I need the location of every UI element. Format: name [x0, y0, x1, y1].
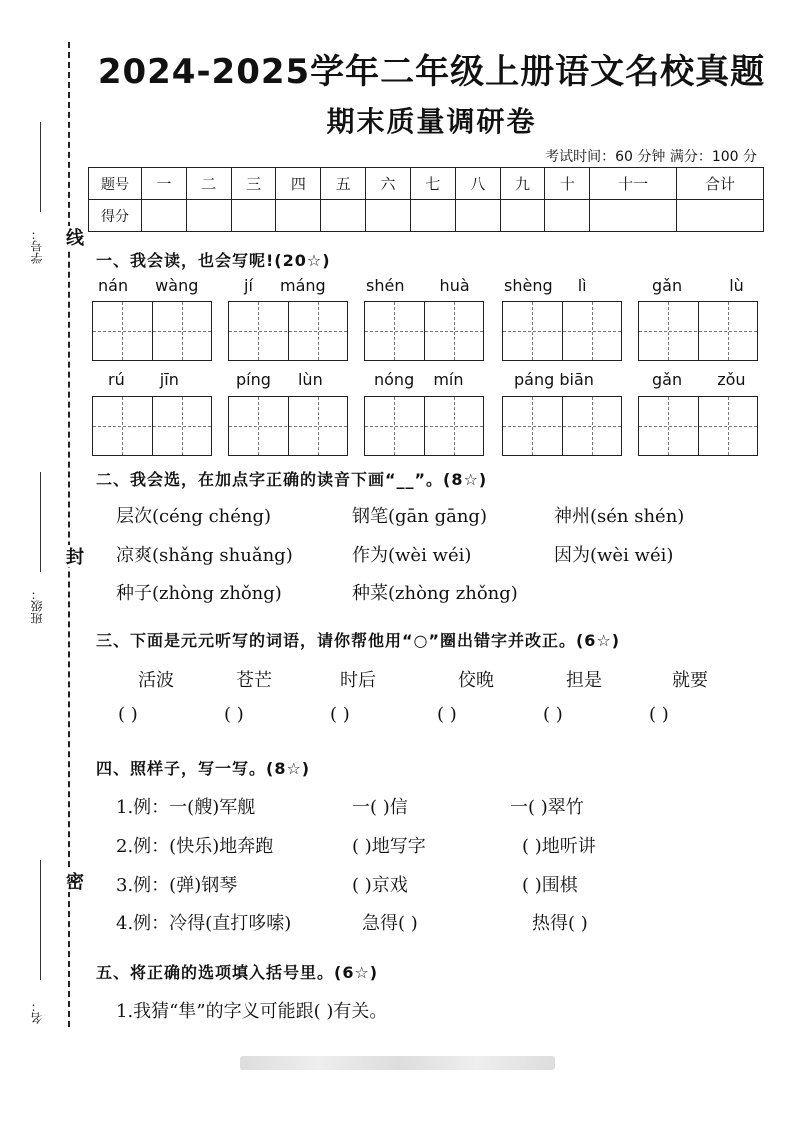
- col-6: 六: [366, 168, 411, 200]
- score-cell[interactable]: [677, 200, 764, 232]
- col-4: 四: [276, 168, 321, 200]
- col-11: 十一: [590, 168, 677, 200]
- question-number-head: 题号: [89, 168, 142, 200]
- student-number-label: 学号：: [30, 228, 44, 264]
- seal-char-mi: 密: [60, 870, 86, 892]
- choice-item[interactable]: 凉爽(shǎng shuǎng): [116, 545, 293, 566]
- name-label: 名：: [30, 1000, 44, 1024]
- example-line-4: 4.例：冷得(直打哆嗦): [116, 913, 292, 934]
- fill-blank[interactable]: 热得( ): [532, 913, 588, 934]
- section5-title: 五、将正确的选项填入括号里。(6☆): [96, 963, 379, 982]
- section2-title: 二、我会选，在加点字正确的读音下画“__”。(8☆): [96, 470, 488, 489]
- score-cell[interactable]: [321, 200, 366, 232]
- score-cell[interactable]: [366, 200, 411, 232]
- exam-info: 考试时间：60 分钟 满分：100 分: [545, 149, 757, 165]
- writing-grid[interactable]: [638, 396, 758, 456]
- pinyin-2-4: páng biān: [514, 370, 594, 389]
- writing-grid[interactable]: [638, 301, 758, 361]
- col-10: 十: [545, 168, 590, 200]
- answer-blank[interactable]: ( ): [543, 704, 563, 725]
- answer-blank[interactable]: ( ): [649, 704, 669, 725]
- writing-grid[interactable]: [364, 396, 484, 456]
- score-cell[interactable]: [410, 200, 455, 232]
- pinyin-1-2: jí máng: [244, 276, 326, 295]
- pinyin-2-1: rú jīn: [108, 370, 179, 389]
- score-cell[interactable]: [142, 200, 187, 232]
- score-cell[interactable]: [231, 200, 276, 232]
- fill-blank[interactable]: 一( )信: [352, 797, 408, 818]
- fill-blank[interactable]: ( )京戏: [352, 875, 408, 896]
- section1-title: 一、我会读，也会写呢!(20☆): [96, 251, 331, 270]
- dictation-word[interactable]: 担是: [566, 670, 602, 691]
- question-5-1[interactable]: 1.我猜“隼”的字义可能跟( )有关。: [116, 1001, 388, 1022]
- choice-item[interactable]: 钢笔(gān gāng): [352, 506, 487, 527]
- col-total: 合计: [677, 168, 764, 200]
- col-9: 九: [500, 168, 545, 200]
- score-table: [88, 167, 764, 232]
- dictation-word[interactable]: 就要: [672, 670, 708, 691]
- score-cell[interactable]: [545, 200, 590, 232]
- fill-blank[interactable]: 一( )翠竹: [510, 797, 584, 818]
- choice-item[interactable]: 作为(wèi wéi): [352, 545, 472, 566]
- fill-blank[interactable]: ( )地听讲: [522, 836, 596, 857]
- name-line: [40, 860, 41, 980]
- col-3: 三: [231, 168, 276, 200]
- fill-blank[interactable]: 急得( ): [362, 913, 418, 934]
- answer-blank[interactable]: ( ): [224, 704, 244, 725]
- writing-grid[interactable]: [364, 301, 484, 361]
- section4-title: 四、照样子，写一写。(8☆): [96, 759, 311, 778]
- answer-blank[interactable]: ( ): [437, 704, 457, 725]
- score-cell[interactable]: [276, 200, 321, 232]
- page-title: 2024-2025学年二年级上册语文名校真题: [97, 52, 766, 92]
- choice-item[interactable]: 种菜(zhòng zhǒng): [352, 583, 518, 604]
- pinyin-2-2: píng lùn: [236, 370, 323, 389]
- example-line-2: 2.例：(快乐)地奔跑: [116, 836, 274, 857]
- class-line: [40, 472, 41, 572]
- col-5: 五: [321, 168, 366, 200]
- choice-item[interactable]: 层次(céng chéng): [116, 506, 272, 527]
- pinyin-1-5: gǎn lù: [652, 276, 744, 295]
- pinyin-1-1: nán wàng: [98, 276, 199, 295]
- pinyin-1-4: shèng lì: [504, 276, 587, 295]
- pinyin-2-3: nóng mín: [374, 370, 464, 389]
- answer-blank[interactable]: ( ): [330, 704, 350, 725]
- seal-char-xian: 线: [60, 226, 86, 248]
- answer-blank[interactable]: ( ): [118, 704, 138, 725]
- score-cell[interactable]: [590, 200, 677, 232]
- fill-blank[interactable]: ( )地写字: [352, 836, 426, 857]
- col-2: 二: [186, 168, 231, 200]
- example-line-3: 3.例：(弹)钢琴: [116, 875, 238, 896]
- fill-blank[interactable]: ( )围棋: [522, 875, 578, 896]
- score-cell[interactable]: [186, 200, 231, 232]
- dictation-word[interactable]: 时后: [340, 670, 376, 691]
- blurred-footer-watermark: [240, 1056, 555, 1070]
- pinyin-2-5: gǎn zǒu: [652, 370, 746, 389]
- writing-grid[interactable]: [92, 301, 212, 361]
- student-number-line: [40, 122, 41, 212]
- writing-grid[interactable]: [502, 396, 622, 456]
- choice-item[interactable]: 因为(wèi wéi): [554, 545, 674, 566]
- col-7: 七: [410, 168, 455, 200]
- col-1: 一: [142, 168, 187, 200]
- choice-item[interactable]: 种子(zhòng zhǒng): [116, 583, 282, 604]
- page-subtitle: 期末质量调研卷: [326, 105, 537, 138]
- dictation-word[interactable]: 苍芒: [236, 670, 272, 691]
- pinyin-1-3: shén huà: [366, 276, 470, 295]
- writing-grid[interactable]: [228, 396, 348, 456]
- section3-title: 三、下面是元元听写的词语，请你帮他用“○”圈出错字并改正。(6☆): [96, 631, 621, 650]
- score-table-header-row: [89, 168, 764, 200]
- writing-grid[interactable]: [228, 301, 348, 361]
- choice-item[interactable]: 神州(sén shén): [554, 506, 685, 527]
- dictation-word[interactable]: 佼晚: [458, 670, 494, 691]
- score-table-score-row: [89, 200, 764, 232]
- score-head: 得分: [89, 200, 142, 232]
- writing-grid[interactable]: [502, 301, 622, 361]
- writing-grid[interactable]: [92, 396, 212, 456]
- score-cell[interactable]: [455, 200, 500, 232]
- seal-char-feng: 封: [60, 545, 86, 567]
- dictation-word[interactable]: 活波: [138, 670, 174, 691]
- col-8: 八: [455, 168, 500, 200]
- example-line-1: 1.例：一(艘)军舰: [116, 797, 256, 818]
- class-label: 班级：: [30, 588, 44, 624]
- score-cell[interactable]: [500, 200, 545, 232]
